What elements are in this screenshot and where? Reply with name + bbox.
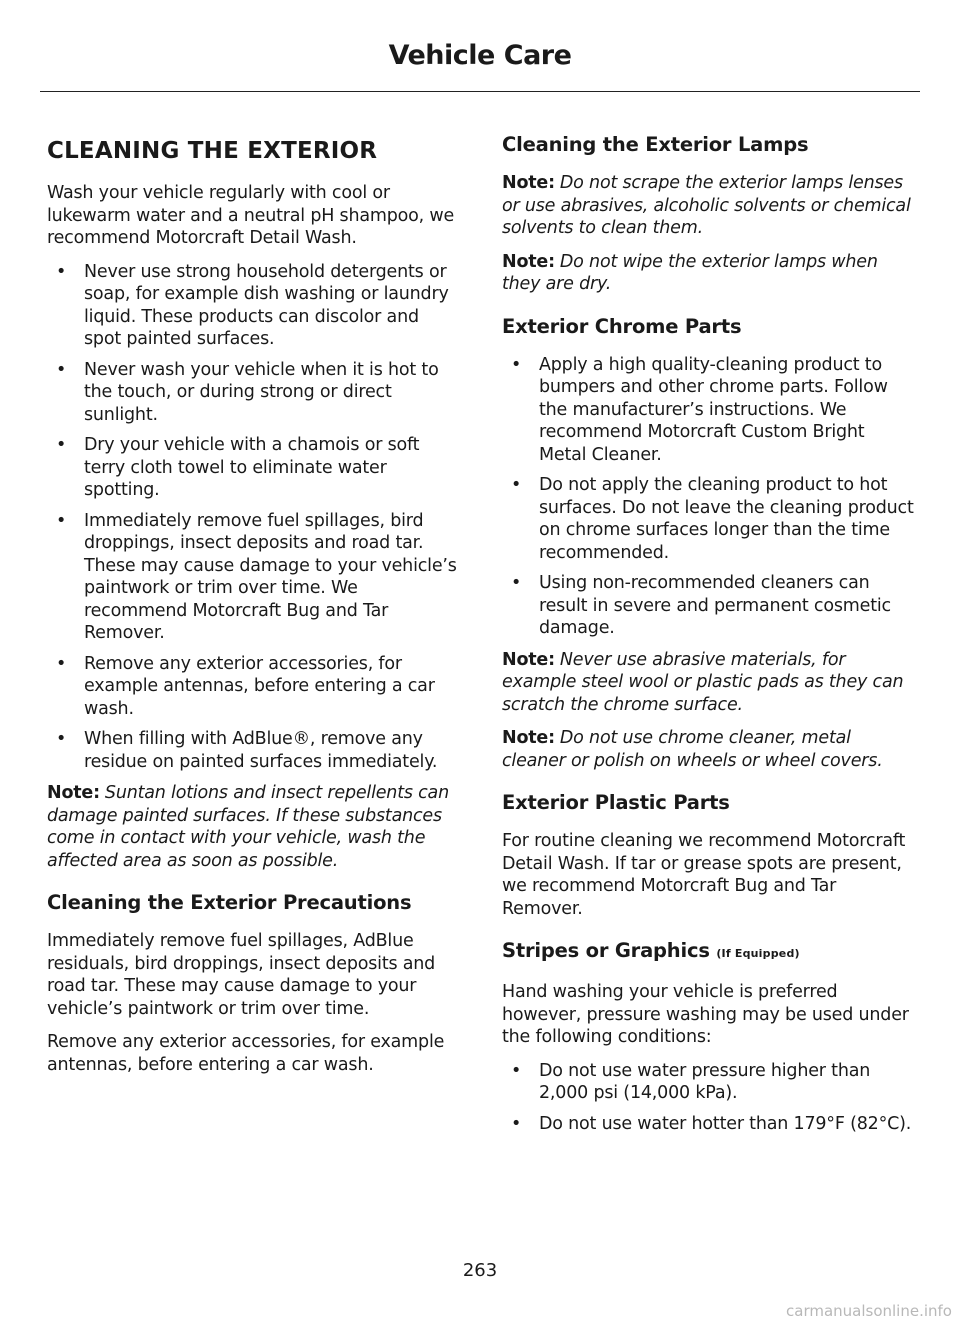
bullet-icon: •: [511, 1113, 522, 1134]
bullet-icon: •: [56, 435, 67, 455]
section-title-stripes: Stripes or Graphics (If Equipped): [502, 939, 800, 962]
header-divider: [40, 91, 920, 92]
chrome-bullet-list: [502, 354, 916, 640]
bullet-icon: •: [56, 653, 67, 674]
section-title-precautions: Cleaning the Exterior Precautions: [47, 891, 412, 914]
bullet-icon: •: [511, 1060, 522, 1081]
note-label: Note:: [47, 783, 100, 803]
section-title-cleaning-exterior: CLEANING THE EXTERIOR: [47, 138, 378, 164]
note-label: Note:: [502, 649, 555, 670]
list-item: • Using non-recommended cleaners can result in severe and permanent cosmetic damage.: [511, 573, 891, 638]
precautions-paragraph-2: Remove any exterior accessories, for example antennas, before entering a car wash.: [47, 1032, 445, 1075]
stripes-paragraph: Hand washing your vehicle is preferred however, pressure washing may be used under the following conditions:: [502, 982, 909, 1047]
list-item: • Do not use water hotter than 179°F (82°C).: [511, 1113, 912, 1134]
note-lamps-1: Note: Do not scrape the exterior lamps lenses or use abrasives, alcoholic solvents or chemical solvents to clean them.: [502, 173, 911, 238]
list-item: • Never wash your vehicle when it is hot to the touch, or during strong or direct sunlight.: [56, 359, 439, 425]
list-item: • Do not apply the cleaning product to hot surfaces. Do not leave the cleaning product on chrome surfaces longer than the time recommended.: [511, 475, 914, 563]
section-title-chrome: Exterior Chrome Parts: [502, 314, 742, 338]
list-item: • Never use strong household detergents or soap, for example dish washing or laundry liquid. These products can discolor and spot painted surfaces.: [56, 261, 449, 349]
if-equipped-qualifier: (If Equipped): [716, 947, 800, 960]
left-column: [47, 118, 461, 1087]
stripes-bullet-list: [502, 1060, 916, 1136]
page-header-title: Vehicle Care: [388, 40, 572, 71]
intro-paragraph: Wash your vehicle regularly with cool or lukewarm water and a neutral pH shampoo, we recommend Motorcraft Detail Wash.: [47, 183, 455, 248]
list-item: • Immediately remove fuel spillages, bird droppings, insect deposits and road tar. These may cause damage to your vehicle’s paintwork or trim over time. We recommend Motorcraft Bug and Tar Remover.: [56, 510, 457, 643]
page-number: 263: [462, 1260, 498, 1281]
note-label: Note:: [502, 173, 555, 193]
note-lamps-2: Note: Do not wipe the exterior lamps when they are dry.: [502, 251, 878, 294]
note-chrome-2: Note: Do not use chrome cleaner, metal cleaner or polish on wheels or wheel covers.: [502, 728, 883, 771]
note-chrome-1: Note: Never use abrasive materials, for example steel wool or plastic pads as they can scratch the chrome surface.: [502, 649, 904, 715]
note-suntan: Note: Suntan lotions and insect repellents can damage painted surfaces. If these substances come in contact with your vehicle, wash the affected area as soon as possible.: [47, 783, 449, 871]
bullet-icon: •: [56, 510, 67, 531]
bullet-icon: •: [511, 573, 522, 593]
section-title-plastic: Exterior Plastic Parts: [502, 791, 730, 814]
bullet-icon: •: [56, 261, 67, 282]
list-item: • Dry your vehicle with a chamois or soft terry cloth towel to eliminate water spotting.: [56, 435, 420, 500]
right-column: [502, 118, 916, 1144]
list-item: • Apply a high quality-cleaning product to bumpers and other chrome parts. Follow the manufacturer’s instructions. We recommend Motorcraft Custom Bright Metal Cleaner.: [511, 354, 888, 465]
plastic-paragraph: For routine cleaning we recommend Motorcraft Detail Wash. If tar or grease spots are present, we recommend Motorcraft Bug and Tar Remover.: [502, 831, 906, 919]
note-label: Note:: [502, 728, 555, 748]
bullet-icon: •: [511, 354, 522, 375]
bullet-icon: •: [56, 359, 67, 380]
bullet-icon: •: [56, 729, 67, 749]
bullet-icon: •: [511, 475, 522, 495]
watermark-text: carmanualsonline.info: [786, 1302, 952, 1320]
list-item: • When filling with AdBlue®, remove any residue on painted surfaces immediately.: [56, 729, 438, 772]
list-item: • Do not use water pressure higher than 2,000 psi (14,000 kPa).: [511, 1060, 871, 1103]
precautions-paragraph-1: Immediately remove fuel spillages, AdBlue residuals, bird droppings, insect deposits and road tar. These may cause damage to your vehicle’s paintwork or trim over time.: [47, 931, 436, 1019]
section-title-lamps: Cleaning the Exterior Lamps: [502, 133, 809, 156]
note-label: Note:: [502, 251, 555, 272]
list-item: • Remove any exterior accessories, for example antennas, before entering a car wash.: [56, 653, 435, 719]
exterior-bullet-list: [47, 261, 461, 774]
